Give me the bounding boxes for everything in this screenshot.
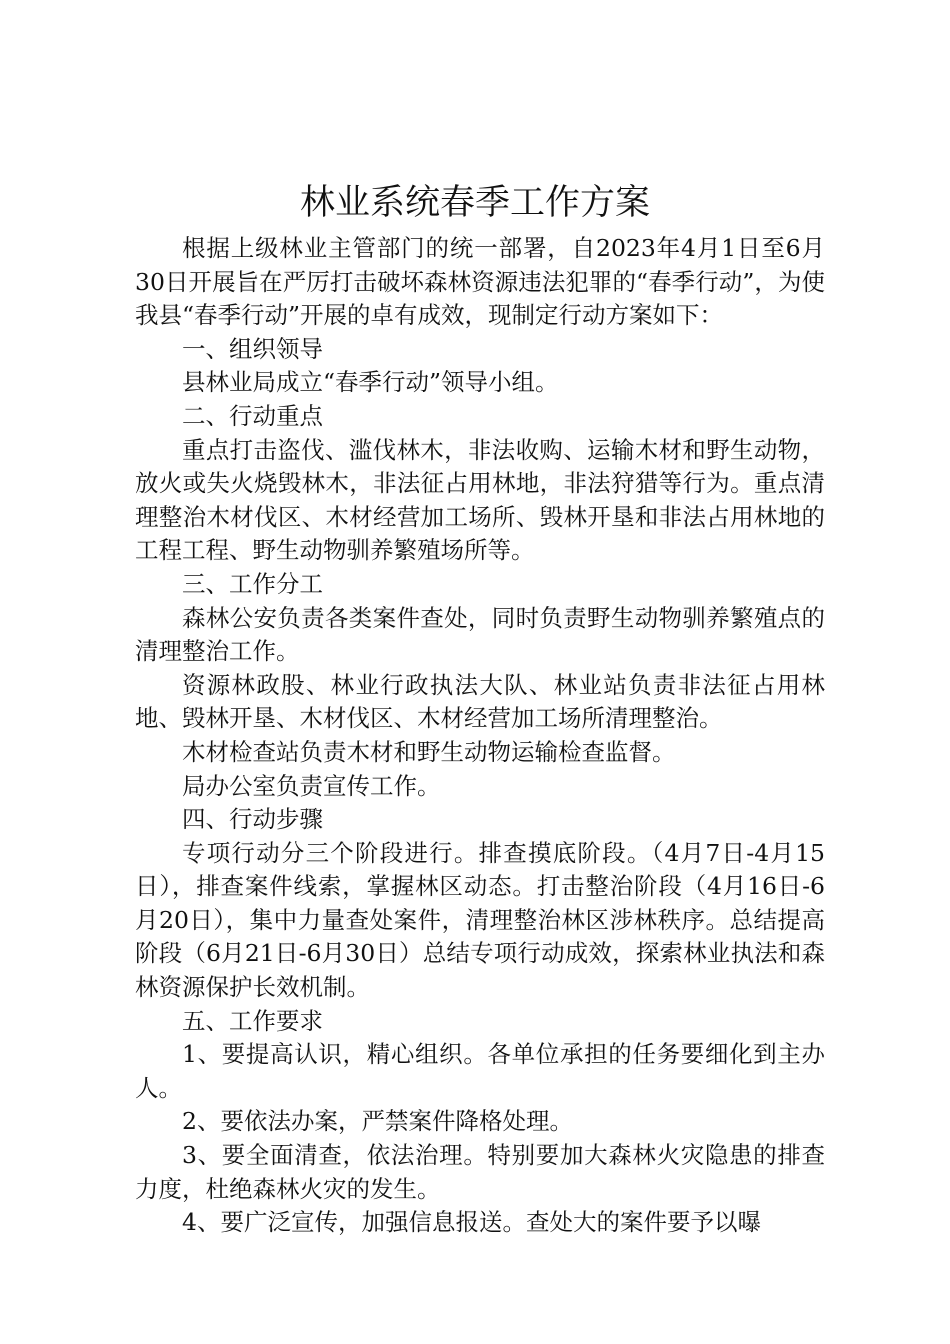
paragraph-division-inspection: 木材检查站负责木材和野生动物运输检查监督。 <box>182 737 676 766</box>
paragraph-requirement-3: 3、要全面清查，依法治理。特别要加大森林火灾隐患的排查力度，杜绝森林火灾的发生。 <box>135 1141 825 1203</box>
paragraph-requirement-2: 2、要依法办案，严禁案件降格处理。 <box>182 1107 573 1136</box>
paragraph-requirement-4: 4、要广泛宣传，加强信息报送。查处大的案件要予以曝 <box>182 1208 761 1237</box>
paragraph-division-resources: 资源林政股、林业行政执法大队、林业站负责非法征占用林地、毁林开垦、木材伐区、木材经营加工场所清理整治。 <box>135 670 825 733</box>
paragraph-organization: 县林业局成立“春季行动”领导小组。 <box>182 368 559 397</box>
paragraph-intro: 根据上级林业主管部门的统一部署，自2023年4月1日至6月30日开展旨在严厉打击破坏森林资源违法犯罪的“春季行动”，为使我县“春季行动”开展的卓有成效，现制定行动方案如下： <box>135 234 825 330</box>
paragraph-steps: 专项行动分三个阶段进行。排查摸底阶段。（4月7日-4月15日），排查案件线索，掌握林区动态。打击整治阶段（4月16日-6月20日），集中力量查处案件，清理整治林区涉林秩序。总结提高阶段（6月21日-6月30日）总结专项行动成效，探索林业执法和森林资源保护长效机制。 <box>135 838 825 1002</box>
document-body <box>135 232 825 1240</box>
heading-division: 三、工作分工 <box>182 569 323 598</box>
page-title: 林业系统春季工作方案 <box>299 183 650 223</box>
paragraph-division-office: 局办公室负责宣传工作。 <box>182 771 441 800</box>
heading-steps: 四、行动步骤 <box>182 805 323 834</box>
paragraph-focus: 重点打击盗伐、滥伐林木，非法收购、运输木材和野生动物，放火或失火烧毁林木，非法征占用林地，非法狩猎等行为。重点清理整治木材伐区、木材经营加工场所、毁林开垦和非法占用林地的工程工程、野生动物驯养繁殖场所等。 <box>135 435 825 565</box>
heading-requirements: 五、工作要求 <box>182 1006 323 1035</box>
paragraph-division-police: 森林公安负责各类案件查处，同时负责野生动物驯养繁殖点的清理整治工作。 <box>135 603 825 666</box>
paragraph-requirement-1: 1、要提高认识，精心组织。各单位承担的任务要细化到主办人。 <box>135 1040 825 1102</box>
heading-organization: 一、组织领导 <box>182 334 323 363</box>
heading-focus: 二、行动重点 <box>182 401 323 430</box>
